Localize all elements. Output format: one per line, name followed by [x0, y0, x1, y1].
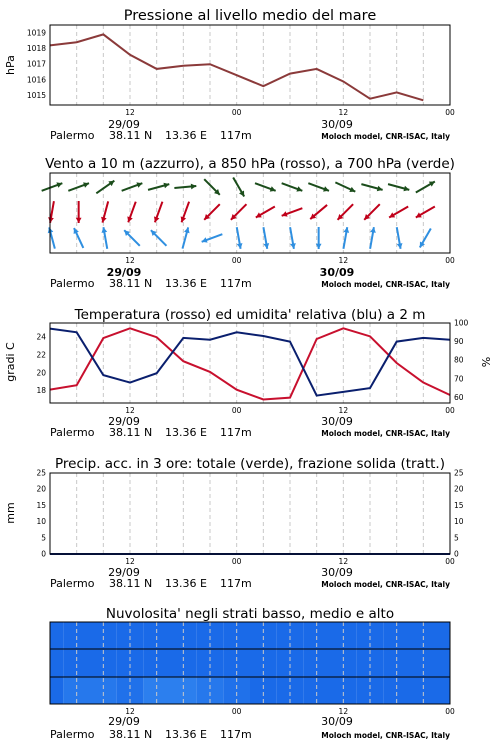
x-tick-label: 00	[445, 256, 455, 265]
x-tick-label: 00	[445, 406, 455, 415]
wind-arrow	[282, 208, 303, 216]
footer-model: Moloch model, CNR-ISAC, Italy	[321, 731, 450, 740]
pressure-gridlines	[77, 25, 424, 105]
y-tick-label: 80	[454, 355, 464, 365]
temperature-date-2: 30/09	[321, 415, 353, 428]
footer-lat: 38.11 N	[109, 129, 153, 142]
wind-arrow	[290, 227, 296, 249]
wind-arrow	[233, 177, 244, 196]
wind-arrow	[389, 207, 408, 218]
wind-arrow	[255, 183, 276, 191]
temperature-xticks	[125, 406, 455, 415]
wind-arrow	[48, 227, 55, 248]
temperature-date-1: 29/09	[108, 415, 140, 428]
temperature-ylabel: gradi C	[4, 342, 17, 382]
y-tick-label: 15	[36, 500, 46, 510]
wind-arrow	[102, 227, 108, 249]
cloud-date-2: 30/09	[321, 715, 353, 728]
footer-lon: 13.36 E	[165, 129, 207, 142]
x-tick-label: 12	[338, 557, 349, 566]
temperature-series-line	[50, 328, 450, 399]
wind-arrow	[154, 202, 162, 223]
wind-arrow	[204, 179, 220, 195]
y-tick-label: 0	[454, 549, 459, 559]
y-tick-label: 1018	[26, 44, 46, 54]
y-tick-label: 20	[36, 368, 46, 378]
precip-gridlines	[77, 473, 424, 554]
x-tick-label: 00	[445, 557, 455, 566]
y-tick-label: 1017	[26, 59, 46, 69]
cloud-cell	[410, 622, 450, 649]
wind-arrow	[420, 228, 431, 247]
wind-arrow	[388, 184, 409, 191]
wind-arrow	[74, 228, 84, 248]
wind-arrow	[148, 183, 169, 190]
precip-ylabel: mm	[4, 502, 17, 524]
wind-arrow	[263, 227, 269, 249]
footer-location: Palermo	[50, 277, 95, 290]
cloud-date-1: 29/09	[108, 715, 140, 728]
pressure-xticks	[125, 108, 455, 117]
y-tick-label: 60	[454, 392, 464, 402]
wind-arrow	[335, 182, 355, 192]
precip-yticks-right	[454, 469, 464, 559]
temperature-title: Temperatura (rosso) ed umidita' relativa (blu) a 2 m	[74, 307, 426, 323]
y-tick-label: 22	[36, 350, 46, 360]
y-tick-label: 20	[36, 484, 46, 494]
footer-model: Moloch model, CNR-ISAC, Italy	[321, 580, 450, 589]
wind-arrow	[124, 230, 140, 246]
y-tick-label: 10	[36, 517, 46, 527]
x-tick-label: 12	[338, 406, 349, 415]
wind-arrow	[343, 227, 349, 249]
pressure-title: Pressione al livello medio del mare	[123, 8, 377, 24]
x-tick-label: 00	[445, 707, 455, 716]
y-tick-label: 1015	[26, 91, 46, 101]
y-tick-label: 15	[454, 500, 464, 510]
footer-lat: 38.11 N	[109, 577, 153, 590]
x-tick-label: 12	[338, 108, 349, 117]
wind-arrow	[256, 207, 275, 218]
precip-panel	[4, 456, 464, 590]
footer-lon: 13.36 E	[165, 277, 207, 290]
x-tick-label: 12	[125, 256, 135, 265]
humidity-ylabel: %	[480, 356, 493, 368]
cloud-panel	[50, 606, 455, 741]
cloud-title: Nuvolosita' negli strati basso, medio e alto	[105, 606, 395, 622]
humidity-yticks-right	[454, 319, 469, 402]
y-tick-label: 24	[36, 332, 46, 342]
y-tick-label: 5	[454, 533, 459, 543]
x-tick-label: 00	[445, 108, 455, 117]
cloud-footer	[50, 728, 450, 741]
temperature-yticks-left	[36, 333, 46, 395]
precip-title: Precip. acc. in 3 ore: totale (verde), frazione solida (tratt.)	[55, 456, 445, 472]
precip-yticks-left	[36, 469, 46, 559]
x-tick-label: 00	[231, 707, 242, 716]
footer-location: Palermo	[50, 426, 95, 439]
wind-arrow	[338, 204, 354, 220]
footer-lon: 13.36 E	[165, 577, 207, 590]
footer-elev: 117m	[220, 129, 252, 142]
wind-date-1: 29/09	[106, 266, 142, 279]
footer-lat: 38.11 N	[109, 728, 153, 741]
wind-arrow	[361, 184, 382, 191]
precip-plot-frame	[50, 473, 450, 554]
wind-arrow	[310, 205, 327, 219]
pressure-yticks	[27, 28, 46, 100]
x-tick-label: 12	[125, 707, 135, 716]
footer-elev: 117m	[220, 277, 252, 290]
footer-location: Palermo	[50, 728, 95, 741]
wind-arrow	[204, 204, 220, 220]
x-tick-label: 00	[231, 108, 242, 117]
footer-elev: 117m	[220, 728, 252, 741]
footer-location: Palermo	[50, 577, 95, 590]
wind-arrow	[397, 227, 403, 249]
y-tick-label: 100	[454, 318, 469, 328]
y-tick-label: 20	[454, 484, 464, 494]
wind-panel	[42, 156, 455, 290]
x-tick-label: 12	[125, 108, 135, 117]
pressure-footer	[50, 129, 450, 142]
wind-arrow	[68, 182, 89, 190]
wind-arrow	[174, 184, 196, 190]
cloud-cell	[50, 677, 63, 704]
pressure-ylabel: hPa	[4, 55, 17, 75]
precip-date-1: 29/09	[108, 566, 140, 579]
y-tick-label: 25	[454, 468, 464, 478]
y-tick-label: 90	[454, 337, 464, 347]
wind-arrow	[416, 182, 435, 193]
pressure-date-2: 30/09	[321, 118, 353, 131]
cloud-cell	[410, 649, 450, 677]
wind-arrow	[127, 202, 135, 223]
wind-arrow	[202, 234, 223, 242]
wind-arrow	[237, 227, 243, 249]
y-tick-label: 10	[454, 517, 464, 527]
footer-model: Moloch model, CNR-ISAC, Italy	[321, 132, 450, 141]
footer-elev: 117m	[220, 577, 252, 590]
x-tick-label: 12	[125, 406, 135, 415]
y-tick-label: 70	[454, 374, 464, 384]
wind-footer	[50, 277, 450, 290]
footer-lon: 13.36 E	[165, 728, 207, 741]
wind-xticks	[125, 256, 455, 265]
footer-model: Moloch model, CNR-ISAC, Italy	[321, 429, 450, 438]
y-tick-label: 1019	[26, 28, 46, 38]
wind-arrow	[181, 202, 189, 223]
wind-arrow	[370, 227, 376, 249]
y-tick-label: 18	[36, 386, 46, 396]
wind-arrows	[42, 177, 435, 249]
footer-model: Moloch model, CNR-ISAC, Italy	[321, 280, 450, 289]
y-tick-label: 0	[41, 549, 46, 559]
wind-arrow	[96, 181, 114, 194]
pressure-date-1: 29/09	[108, 118, 140, 131]
wind-arrow	[101, 201, 108, 222]
footer-lat: 38.11 N	[109, 277, 153, 290]
temperature-panel	[4, 307, 493, 439]
y-tick-label: 1016	[26, 75, 46, 85]
pressure-panel	[4, 8, 455, 142]
x-tick-label: 00	[231, 406, 242, 415]
cloud-cell	[410, 677, 450, 704]
wind-arrow	[42, 182, 63, 190]
x-tick-label: 12	[338, 256, 349, 265]
footer-lat: 38.11 N	[109, 426, 153, 439]
wind-arrow	[122, 182, 143, 190]
wind-title: Vento a 10 m (azzurro), a 850 hPa (rosso), a 700 hPa (verde)	[45, 156, 455, 172]
wind-arrow	[416, 207, 435, 218]
wind-arrow	[364, 204, 380, 220]
x-tick-label: 00	[231, 256, 242, 265]
cloud-cell	[50, 622, 63, 649]
cloud-cell	[50, 649, 63, 677]
x-tick-label: 12	[338, 707, 349, 716]
precip-date-2: 30/09	[321, 566, 353, 579]
wind-arrow	[151, 230, 167, 246]
wind-arrow	[231, 204, 247, 220]
cloud-cells	[50, 622, 450, 704]
x-tick-label: 12	[125, 557, 135, 566]
wind-arrow	[308, 183, 329, 191]
footer-location: Palermo	[50, 129, 95, 142]
y-tick-label: 25	[36, 468, 46, 478]
humidity-series-line	[50, 329, 450, 396]
wind-arrow	[48, 201, 54, 223]
wind-arrow	[282, 183, 303, 191]
temperature-footer	[50, 426, 450, 439]
footer-lon: 13.36 E	[165, 426, 207, 439]
y-tick-label: 5	[41, 533, 46, 543]
wind-date-2: 30/09	[319, 266, 355, 279]
precip-footer	[50, 577, 450, 590]
cloud-xticks	[125, 707, 455, 716]
precip-xticks	[125, 557, 455, 566]
x-tick-label: 00	[231, 557, 242, 566]
footer-elev: 117m	[220, 426, 252, 439]
